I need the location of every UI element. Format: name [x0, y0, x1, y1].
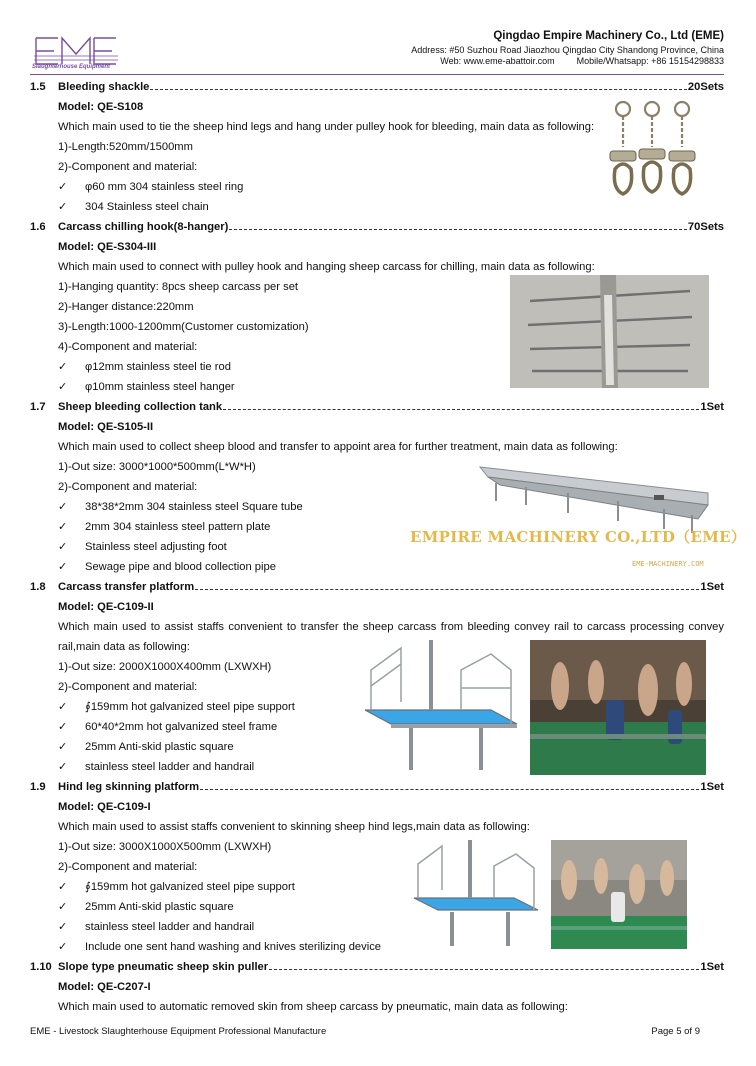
web-address: Web: www.eme-abattoir.com [440, 56, 555, 66]
leader-dots [223, 397, 699, 410]
section-quantity: 70Sets [687, 221, 724, 233]
section-number: 1.9 [30, 781, 46, 793]
page-header [30, 28, 724, 72]
check-item: ✓ 304 Stainless steel chain [58, 197, 724, 217]
spec-line: 2)-Component and material: [58, 161, 198, 173]
check-icon: ✓ [58, 181, 68, 193]
spec-line: 1)-Hanging quantity: 8pcs sheep carcass per set [58, 281, 299, 293]
model-number: Model: QE-S304-III [58, 241, 157, 253]
check-item: ✓ 25mm Anti-skid plastic square [58, 737, 724, 757]
check-icon: ✓ [58, 761, 68, 773]
section-title: Bleeding shackle [58, 81, 150, 93]
check-icon: ✓ [58, 361, 68, 373]
section-number: 1.10 [30, 961, 52, 973]
leader-dots [229, 217, 687, 230]
check-item: ✓ φ60 mm 304 stainless steel ring [58, 177, 724, 197]
check-item: ✓ ∮159mm hot galvanized steel pipe support [58, 877, 724, 897]
section-heading [30, 577, 724, 597]
skinning-platform-photo [551, 840, 687, 949]
check-item: ✓ Stainless steel adjusting foot [58, 537, 724, 557]
section-title: Sheep bleeding collection tank [58, 401, 223, 413]
header-divider [30, 74, 724, 75]
section-heading [30, 217, 724, 237]
spec-line: 1)-Length:520mm/1500mm [58, 141, 193, 153]
company-contact [440, 56, 724, 66]
check-item: ✓ φ12mm stainless steel tie rod [58, 357, 724, 377]
section-heading [30, 77, 724, 97]
check-item: ✓ 60*40*2mm hot galvanized steel frame [58, 717, 724, 737]
section-number: 1.5 [30, 81, 46, 93]
check-item: ✓ 25mm Anti-skid plastic square [58, 897, 724, 917]
section-quantity: 1Set [700, 581, 724, 593]
description: Which main used to assist staffs convenient to skinning sheep hind legs,main data as following: [58, 821, 530, 833]
watermark-url: EME-MACHINERY.COM [632, 560, 704, 568]
check-icon: ✓ [58, 201, 68, 213]
model-number: Model: QE-C109-I [58, 801, 151, 813]
check-icon: ✓ [58, 521, 68, 533]
description: Which main used to assist staffs convenient to transfer the sheep carcass from bleeding convey rail to carcass processing convey rail,main data as following: [58, 621, 724, 653]
check-item: ✓ ∮159mm hot galvanized steel pipe support [58, 697, 724, 717]
check-icon: ✓ [58, 881, 68, 893]
leader-dots [269, 957, 699, 970]
check-icon: ✓ [58, 921, 68, 933]
check-icon: ✓ [58, 901, 68, 913]
spec-line: 1)-Out size: 3000*1000*500mm(L*W*H) [58, 461, 256, 473]
section-quantity: 1Set [700, 401, 724, 413]
transfer-platform-render [361, 640, 523, 775]
check-icon: ✓ [58, 381, 68, 393]
chilling-hook-photo [510, 275, 709, 388]
leader-dots [150, 77, 687, 90]
check-item: ✓ Sewage pipe and blood collection pipe [58, 557, 724, 577]
leader-dots [200, 777, 699, 790]
check-icon: ✓ [58, 741, 68, 753]
check-icon: ✓ [58, 541, 68, 553]
bleeding-shackle-photo [606, 97, 700, 203]
blood-collection-tank-photo [478, 461, 712, 535]
model-number: Model: QE-S108 [58, 101, 144, 113]
check-item: ✓ Include one sent hand washing and knives sterilizing device [58, 937, 724, 957]
company-address: Address: #50 Suzhou Road Jiaozhou Qingdao City Shandong Province, China [411, 45, 724, 55]
spec-line: 2)-Component and material: [58, 481, 198, 493]
check-item: ✓ 38*38*2mm 304 stainless steel Square tube [58, 497, 724, 517]
section-title: Slope type pneumatic sheep skin puller [58, 961, 269, 973]
transfer-platform-photo [530, 640, 706, 775]
section-heading [30, 777, 724, 797]
spec-line: 4)-Component and material: [58, 341, 198, 353]
check-icon: ✓ [58, 501, 68, 513]
spec-line: 2)-Hanger distance:220mm [58, 301, 194, 313]
section-title: Carcass chilling hook(8-hanger) [58, 221, 229, 233]
check-icon: ✓ [58, 721, 68, 733]
leader-dots [195, 577, 699, 590]
section-title: Carcass transfer platform [58, 581, 195, 593]
section-number: 1.8 [30, 581, 46, 593]
check-icon: ✓ [58, 701, 68, 713]
description: Which main used to automatic removed skin from sheep carcass by pneumatic, main data as following: [58, 1001, 568, 1013]
model-number: Model: QE-C109-II [58, 601, 154, 613]
mobile-number: Mobile/Whatsapp: +86 15154298833 [576, 56, 724, 66]
check-icon: ✓ [58, 941, 68, 953]
section-heading [30, 397, 724, 417]
section-heading [30, 957, 724, 977]
description: Which main used to connect with pulley hook and hanging sheep carcass for chilling, main data as following: [58, 261, 595, 273]
model-number: Model: QE-C207-I [58, 981, 151, 993]
footer-tagline: EME - Livestock Slaughterhouse Equipment Professional Manufacture [30, 1026, 327, 1037]
description: Which main used to collect sheep blood and transfer to appoint area for further treatment, main data as following: [58, 441, 618, 453]
spec-line: 2)-Component and material: [58, 861, 198, 873]
spec-line: 1)-Out size: 3000X1000X500mm (LXWXH) [58, 841, 272, 853]
section-title: Hind leg skinning platform [58, 781, 200, 793]
model-number: Model: QE-S105-II [58, 421, 154, 433]
spec-line: 1)-Out size: 2000X1000X400mm (LXWXH) [58, 661, 272, 673]
section-number: 1.6 [30, 221, 46, 233]
section-quantity: 1Set [700, 781, 724, 793]
description: Which main used to tie the sheep hind legs and hang under pulley hook for bleeding, main data as following: [58, 121, 595, 133]
section-quantity: 1Set [700, 961, 724, 973]
check-icon: ✓ [58, 561, 68, 573]
check-item: ✓ stainless steel ladder and handrail [58, 917, 724, 937]
company-name: Qingdao Empire Machinery Co., Ltd (EME) [493, 30, 724, 42]
page-number: Page 5 of 9 [651, 1026, 700, 1037]
logo-subtitle: Slaughterhouse Equipment [32, 64, 111, 70]
watermark: EMPIRE MACHINERY CO.,LTD（EME） [410, 528, 747, 546]
check-item: ✓ 2mm 304 stainless steel pattern plate [58, 517, 724, 537]
check-item: ✓ φ10mm stainless steel hanger [58, 377, 724, 397]
section-quantity: 20Sets [687, 81, 724, 93]
section-number: 1.7 [30, 401, 46, 413]
check-item: ✓ stainless steel ladder and handrail [58, 757, 724, 777]
spec-line: 3)-Length:1000-1200mm(Customer customization) [58, 321, 309, 333]
skinning-platform-render [410, 840, 542, 950]
spec-line: 2)-Component and material: [58, 681, 198, 693]
